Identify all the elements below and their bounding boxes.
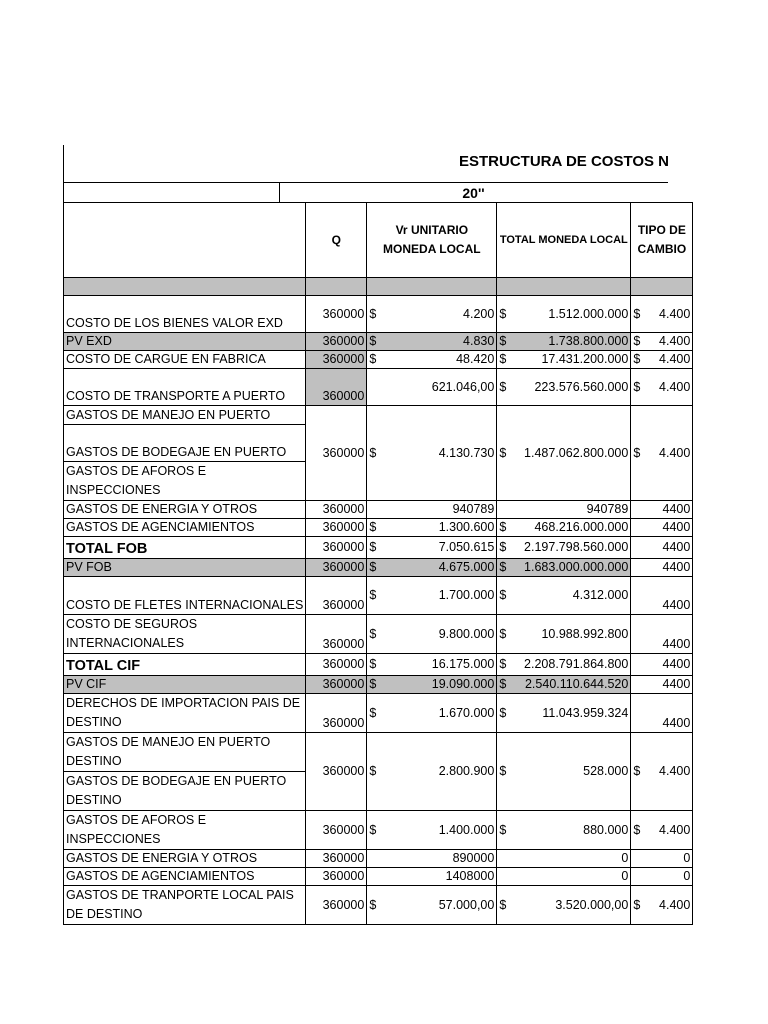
- table-row: [64, 519, 693, 537]
- row-unit: $ 4.130.730: [367, 406, 497, 501]
- row-fx: 4400: [631, 577, 693, 615]
- header-q: Q: [306, 203, 367, 278]
- row-unit: $ 48.420: [367, 351, 497, 369]
- table-row: [64, 537, 693, 559]
- row-label: PV CIF: [64, 676, 306, 694]
- row-q: 360000: [306, 577, 367, 615]
- table-row: [64, 694, 693, 733]
- row-total: $ 1.683.000.000.000: [497, 559, 631, 577]
- container-size-header: 20'': [462, 185, 485, 201]
- row-q: 360000: [306, 654, 367, 676]
- row-total: $ 880.000: [497, 811, 631, 850]
- table-row: [64, 501, 693, 519]
- table-row: [64, 886, 693, 925]
- row-total: 940789: [497, 501, 631, 519]
- row-q: 360000: [306, 537, 367, 559]
- table-row: [64, 333, 693, 351]
- row-q: 360000: [306, 369, 367, 406]
- row-fx: 4400: [631, 519, 693, 537]
- row-q: 360000: [306, 501, 367, 519]
- row-fx: $ 4.400: [631, 333, 693, 351]
- row-label: GASTOS DE MANEJO EN PUERTO: [64, 406, 306, 425]
- table-row: [64, 296, 693, 333]
- row-label: GASTOS DE AFOROS E INSPECCIONES: [64, 462, 306, 501]
- row-fx: 4400: [631, 654, 693, 676]
- row-fx: $ 4.400: [631, 811, 693, 850]
- left-border: [63, 145, 64, 203]
- cost-table: [63, 202, 693, 925]
- row-q: 360000: [306, 351, 367, 369]
- table-row: [64, 850, 693, 868]
- row-fx: 4400: [631, 501, 693, 519]
- row-q: 360000: [306, 733, 367, 811]
- row-total: $ 223.576.560.000: [497, 369, 631, 406]
- table-row: [64, 577, 693, 615]
- row-unit: 940789: [367, 501, 497, 519]
- row-fx: 0: [631, 850, 693, 868]
- row-fx: 0: [631, 868, 693, 886]
- table-row: [64, 351, 693, 369]
- table-row: [64, 615, 693, 654]
- row-q: 360000: [306, 406, 367, 501]
- sheet-title: ESTRUCTURA DE COSTOS N: [459, 153, 670, 170]
- header-unit-value: Vr UNITARIO MONEDA LOCAL: [367, 203, 497, 278]
- table-row: [64, 811, 693, 850]
- row-unit: $ 2.800.900: [367, 733, 497, 811]
- header-row: [64, 203, 693, 278]
- row-unit: $ 1.670.000: [367, 694, 497, 733]
- row-unit: $ 19.090.000: [367, 676, 497, 694]
- row-fx: $ 4.400: [631, 406, 693, 501]
- row-unit: $ 4.675.000: [367, 559, 497, 577]
- row-total: $ 3.520.000,00: [497, 886, 631, 925]
- row-total: $ 1.512.000.000: [497, 296, 631, 333]
- row-unit: $ 4.200: [367, 296, 497, 333]
- row-q: 360000: [306, 850, 367, 868]
- row-fx: 4400: [631, 537, 693, 559]
- row-q: 360000: [306, 559, 367, 577]
- row-q: 360000: [306, 886, 367, 925]
- row-label: GASTOS DE AGENCIAMIENTOS: [64, 519, 306, 537]
- row-label: DERECHOS DE IMPORTACION PAIS DE DESTINO: [64, 694, 306, 733]
- row-total: $ 528.000: [497, 733, 631, 811]
- row-unit: $ 16.175.000: [367, 654, 497, 676]
- row-label: COSTO DE SEGUROS INTERNACIONALES: [64, 615, 306, 654]
- header-exchange-rate: TIPO DE CAMBIO: [631, 203, 693, 278]
- row-q: 360000: [306, 296, 367, 333]
- table-row: [64, 654, 693, 676]
- row-label: COSTO DE CARGUE EN FABRICA: [64, 351, 306, 369]
- row-label: GASTOS DE ENERGIA Y OTROS: [64, 501, 306, 519]
- row-fx: $ 4.400: [631, 886, 693, 925]
- row-total: $ 4.312.000: [497, 577, 631, 615]
- row-label: TOTAL CIF: [64, 654, 306, 676]
- row-total: $ 10.988.992.800: [497, 615, 631, 654]
- row-total: $ 2.197.798.560.000: [497, 537, 631, 559]
- header-total: TOTAL MONEDA LOCAL: [497, 203, 631, 278]
- header-blank: [64, 203, 306, 278]
- row-fx: 4400: [631, 676, 693, 694]
- row-unit: 621.046,00: [367, 369, 497, 406]
- row-total: $ 17.431.200.000: [497, 351, 631, 369]
- row-label: GASTOS DE AFOROS E INSPECCIONES: [64, 811, 306, 850]
- row-fx: $ 4.400: [631, 296, 693, 333]
- row-fx: 4400: [631, 559, 693, 577]
- row-q: 360000: [306, 615, 367, 654]
- row-total: 0: [497, 850, 631, 868]
- row-fx: $ 4.400: [631, 369, 693, 406]
- row-q: 360000: [306, 519, 367, 537]
- row-label: GASTOS DE BODEGAJE EN PUERTO: [64, 425, 306, 462]
- row-q: 360000: [306, 694, 367, 733]
- row-label: COSTO DE LOS BIENES VALOR EXD: [64, 296, 306, 333]
- row-q: 360000: [306, 811, 367, 850]
- row-label: TOTAL FOB: [64, 537, 306, 559]
- row-unit: $ 7.050.615: [367, 537, 497, 559]
- row-label: GASTOS DE AGENCIAMIENTOS: [64, 868, 306, 886]
- row-unit: $ 1.300.600: [367, 519, 497, 537]
- row-fx: $ 4.400: [631, 733, 693, 811]
- row-label: GASTOS DE MANEJO EN PUERTO DESTINO: [64, 733, 306, 772]
- row-total: $ 2.208.791.864.800: [497, 654, 631, 676]
- table-row: [64, 559, 693, 577]
- row-fx: 4400: [631, 615, 693, 654]
- separator-row: [64, 278, 693, 296]
- table-row: [64, 406, 693, 425]
- row-unit: $ 57.000,00: [367, 886, 497, 925]
- row-unit: $ 1.700.000: [367, 577, 497, 615]
- row-label: GASTOS DE BODEGAJE EN PUERTO DESTINO: [64, 772, 306, 811]
- row-total: $ 2.540.110.644.520: [497, 676, 631, 694]
- row-label: PV EXD: [64, 333, 306, 351]
- row-label: GASTOS DE TRANPORTE LOCAL PAIS DE DESTINO: [64, 886, 306, 925]
- row-label: COSTO DE FLETES INTERNACIONALES: [64, 577, 306, 615]
- table-row: [64, 733, 693, 772]
- row-fx: $ 4.400: [631, 351, 693, 369]
- table-row: [64, 868, 693, 886]
- table-row: [64, 676, 693, 694]
- table-row: [64, 369, 693, 406]
- row-fx: 4400: [631, 694, 693, 733]
- row-q: 360000: [306, 868, 367, 886]
- row-unit: $ 9.800.000: [367, 615, 497, 654]
- row-q: 360000: [306, 676, 367, 694]
- row-total: $ 11.043.959.324: [497, 694, 631, 733]
- row-unit: $ 1.400.000: [367, 811, 497, 850]
- row-q: 360000: [306, 333, 367, 351]
- row-label: PV FOB: [64, 559, 306, 577]
- row-unit: 1408000: [367, 868, 497, 886]
- row-label: GASTOS DE ENERGIA Y OTROS: [64, 850, 306, 868]
- row-total: $ 468.216.000.000: [497, 519, 631, 537]
- row-label: COSTO DE TRANSPORTE A PUERTO: [64, 369, 306, 406]
- row-total: $ 1.738.800.000: [497, 333, 631, 351]
- row-unit: 890000: [367, 850, 497, 868]
- row-unit: $ 4.830: [367, 333, 497, 351]
- row-total: 0: [497, 868, 631, 886]
- row-total: $ 1.487.062.800.000: [497, 406, 631, 501]
